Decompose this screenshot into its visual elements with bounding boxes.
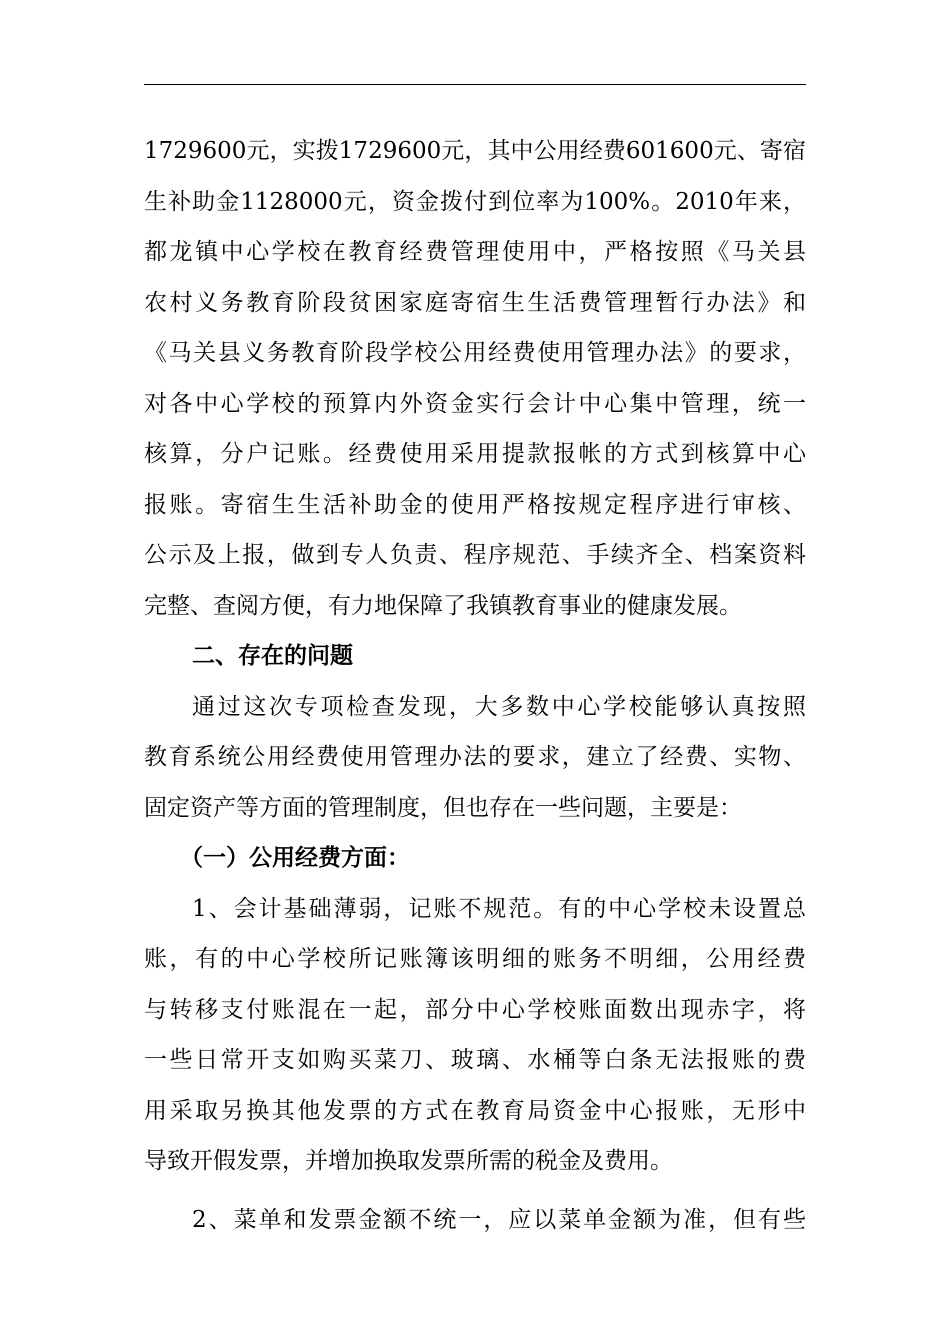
body-line: 农村义务教育阶段贫困家庭寄宿生生活费管理暂行办法》和 — [144, 289, 806, 316]
body-line: 与转移支付账混在一起，部分中心学校账面数出现赤字，将 — [144, 996, 806, 1023]
body-line: 核算，分户记账。经费使用采用提款报帐的方式到核算中心 — [144, 441, 806, 467]
subsection-heading: （一）公用经费方面： — [180, 845, 410, 871]
body-line: 教育系统公用经费使用管理办法的要求，建立了经费、实物、 — [144, 744, 806, 770]
body-line: 固定资产等方面的管理制度，但也存在一些问题，主要是： — [144, 794, 742, 821]
body-line: 1729600元，实拨1729600元，其中公用经费601600元、寄宿 — [144, 138, 806, 164]
body-line: 通过这次专项检查发现，大多数中心学校能够认真按照 — [192, 693, 806, 720]
body-line: 2、菜单和发票金额不统一，应以菜单金额为准，但有些 — [192, 1206, 806, 1233]
body-line: 《马关县义务教育阶段学校公用经费使用管理办法》的要求， — [144, 340, 806, 366]
body-line: 一些日常开支如购买菜刀、玻璃、水桶等白条无法报账的费 — [144, 1047, 806, 1073]
body-line: 导致开假发票，并增加换取发票所需的税金及费用。 — [144, 1148, 673, 1174]
body-line: 生补助金1128000元，资金拨付到位率为100%。2010年来， — [144, 188, 806, 215]
paragraph-gap — [144, 1187, 806, 1195]
body-line: 用采取另换其他发票的方式在教育局资金中心报账，无形中 — [144, 1097, 806, 1124]
body-line: 都龙镇中心学校在教育经费管理使用中，严格按照《马关县 — [144, 239, 806, 265]
body-line: 对各中心学校的预算内外资金实行会计中心集中管理，统一 — [144, 390, 806, 417]
body-line: 公示及上报，做到专人负责、程序规范、手续齐全、档案资料 — [144, 542, 806, 568]
body-line: 报账。寄宿生生活补助金的使用严格按规定程序进行审核、 — [144, 491, 806, 518]
body-line: 1、会计基础薄弱，记账不规范。有的中心学校未设置总 — [192, 895, 806, 922]
document-body — [144, 126, 806, 1245]
body-line: 账，有的中心学校所记账簿该明细的账务不明细，公用经费 — [144, 946, 806, 972]
section-heading: 二、存在的问题 — [192, 643, 353, 669]
header-rule — [144, 84, 806, 85]
body-line: 完整、查阅方便，有力地保障了我镇教育事业的健康发展。 — [144, 592, 742, 619]
